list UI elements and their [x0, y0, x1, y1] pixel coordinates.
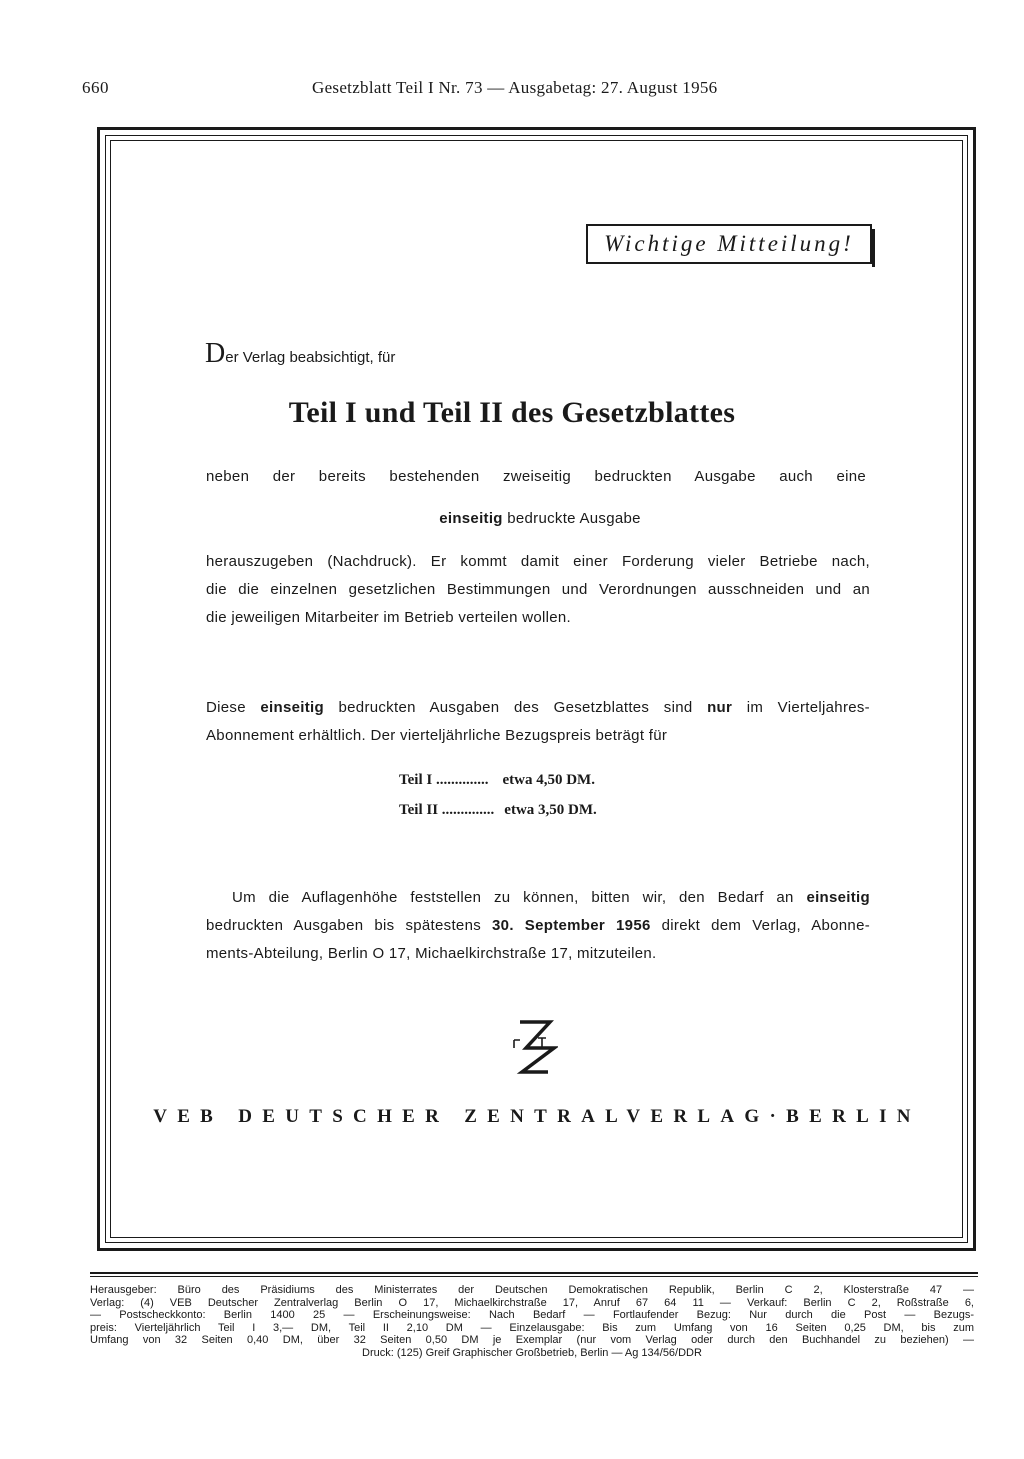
emphasis-einseitig: einseitig — [439, 510, 503, 527]
paragraph3-line1 — [232, 889, 870, 906]
paragraph1-line3: herauszugeben (Nachdruck). Er kommt damit einer Forderung vieler Betriebe nach, — [206, 553, 870, 570]
imprint-line: Umfang von 32 Seiten 0,40 DM, über 32 Seiten 0,50 DM je Exemplar (nur vom Verlag oder durch den Buchhandel zu beziehen) — — [90, 1334, 974, 1346]
price-amount: etwa 3,50 DM. — [504, 802, 597, 818]
price-row-teil-1 — [399, 772, 595, 789]
p2-emphasis-nur: nur — [707, 699, 733, 716]
p2-text-a: Diese — [206, 699, 261, 716]
publisher-name: VEB DEUTSCHER ZENTRALVERLAG·BERLIN — [153, 1106, 921, 1127]
deadline-date: 30. September 1956 — [492, 917, 651, 934]
paragraph3-line3: ments-Abteilung, Berlin O 17, Michaelkirchstraße 17, mitzuteilen. — [206, 945, 657, 962]
intro-text: er Verlag beabsichtigt, für — [225, 349, 396, 366]
p2-text-e: im Vierteljahres- — [732, 699, 870, 716]
paragraph1-line2-rest: bedruckte Ausgabe — [502, 510, 641, 527]
price-amount: etwa 4,50 DM. — [502, 772, 595, 788]
headline: Teil I und Teil II des Gesetzblattes — [288, 396, 736, 429]
important-notice-box — [586, 224, 872, 264]
paragraph3-line2 — [206, 917, 870, 934]
paragraph2-line1 — [206, 699, 870, 716]
imprint-block — [90, 1284, 974, 1359]
imprint-line: — Postscheckkonto: Berlin 1400 25 — Erscheinungsweise: Nach Bedarf — Fortlaufender Bezug: Nur durch die Post — Bezugs- — [90, 1309, 974, 1321]
imprint-line: Druck: (125) Greif Graphischer Großbetrieb, Berlin — Ag 134/56/DDR — [362, 1346, 702, 1359]
imprint-line: preis: Vierteljährlich Teil I 3,— DM, Teil II 2,10 DM — Einzelausgabe: Bis zum Umfang von 16 Seiten 0,25 DM, bis zum — [90, 1321, 974, 1334]
p2-text-c: bedruckten Ausgaben des Gesetzblattes sind — [323, 699, 708, 716]
paragraph1-line5: die jeweiligen Mitarbeiter im Betrieb verteilen wollen. — [206, 609, 571, 626]
p3-text-a: Um die Auflagenhöhe feststellen zu können, bitten wir, den Bedarf an — [232, 889, 807, 906]
running-header: Gesetzblatt Teil I Nr. 73 — Ausgabetag: 27. August 1956 — [312, 78, 718, 97]
page-number: 660 — [82, 78, 109, 97]
p2-emphasis-einseitig: einseitig — [260, 699, 324, 716]
important-notice-label: Wichtige Mitteilung! — [604, 231, 854, 256]
price-label: Teil II — [399, 802, 439, 818]
imprint-line: Verlag: (4) VEB Deutscher Zentralverlag Berlin O 17, Michaelkirchstraße 17, Anruf 67 64 11 — Verkauf: Berlin C 2, Roßstraße 6, — [90, 1296, 974, 1309]
imprint-rule — [90, 1272, 978, 1274]
imprint-line: Herausgeber: Büro des Präsidiums des Ministerrates der Deutschen Demokratischen Republik, Berlin C 2, Klosterstraße 47 — — [90, 1284, 974, 1296]
imprint-rule-thin — [90, 1276, 978, 1277]
price-dots: .............. — [438, 802, 495, 818]
publisher-z-logo-icon — [508, 1018, 558, 1076]
price-row-teil-2 — [399, 802, 597, 819]
p3-text-l2c: direkt dem Verlag, Abonne- — [650, 917, 871, 934]
paragraph2-line2: Abonnement erhältlich. Der vierteljährliche Bezugspreis beträgt für — [206, 727, 668, 744]
notice-frame — [97, 127, 976, 1251]
p3-emphasis-einseitig: einseitig — [806, 889, 870, 906]
paragraph1-line2 — [0, 510, 1024, 527]
p3-text-l2a: bedruckten Ausgaben bis spätestens — [206, 917, 493, 934]
paragraph1-line1: neben der bereits bestehenden zweiseitig bedruckten Ausgabe auch eine — [206, 468, 866, 485]
intro-line — [205, 338, 395, 370]
price-label: Teil I — [399, 772, 433, 788]
paragraph1-line4: die die einzelnen gesetzlichen Bestimmungen und Verordnungen ausschneiden und an — [206, 581, 870, 598]
intro-initial: D — [205, 338, 226, 369]
price-dots: .............. — [432, 772, 489, 788]
